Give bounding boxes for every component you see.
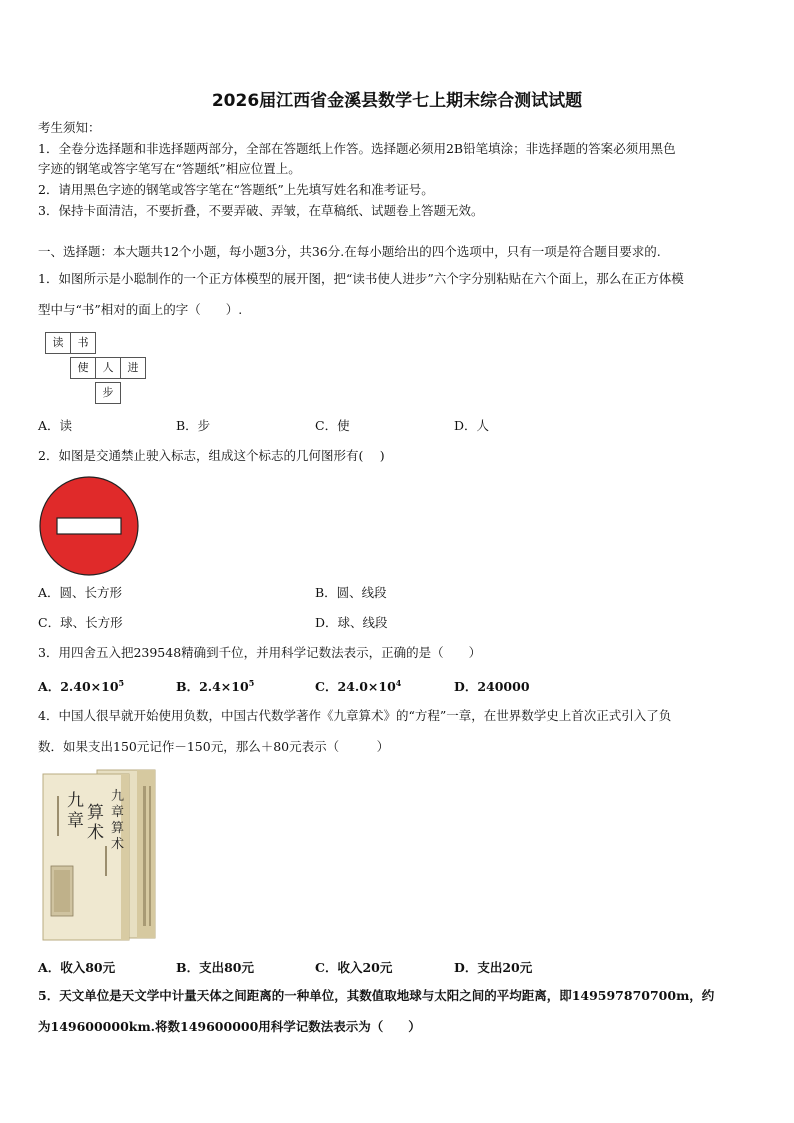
q4-stem-line-2: 数．如果支出150元记作－150元，那么＋80元表示（ ） bbox=[38, 739, 390, 754]
q4-option-d[interactable]: D．支出20元 bbox=[454, 960, 533, 975]
book-image bbox=[37, 766, 161, 944]
net-cell-bu: 步 bbox=[95, 382, 121, 404]
no-entry-bar bbox=[57, 518, 121, 534]
q3-option-a-exp: 5 bbox=[118, 677, 125, 688]
net-cell-du: 读 bbox=[45, 332, 71, 354]
q5-stem-line-1: 5．天文单位是天文学中计量天体之间距离的一种单位，其数值取地球与太阳之间的平均距离，即149597870700m，约 bbox=[38, 988, 715, 1003]
q3-option-c[interactable] bbox=[315, 677, 401, 695]
q3-option-a-label: A．2.40×10 bbox=[38, 679, 119, 694]
book-back-title-char-3: 算 bbox=[111, 821, 125, 836]
page-title: 2026届江西省金溪县数学七上期末综合测试试题 bbox=[211, 91, 583, 111]
q5-stem-line-2: 为149600000km.将数149600000用科学记数法表示为（ ） bbox=[38, 1019, 421, 1034]
section-heading: 一、选择题：本大题共12个小题，每小题3分，共36分.在每小题给出的四个选项中，只有一项是符合题目要求的. bbox=[38, 244, 661, 259]
q4-option-c[interactable]: C．收入20元 bbox=[315, 960, 393, 975]
notice-item-3: 3．保持卡面清洁，不要折叠，不要弄破、弄皱，在草稿纸、试题卷上答题无效。 bbox=[38, 203, 484, 218]
q1-option-b[interactable]: B．步 bbox=[176, 418, 211, 433]
book-title-char-4: 术 bbox=[87, 823, 104, 843]
no-entry-sign-figure bbox=[37, 474, 141, 578]
q1-stem-line-2: 型中与“书”相对的面上的字（ ）. bbox=[38, 302, 243, 317]
net-cell-shi: 使 bbox=[70, 357, 96, 379]
net-cell-shu: 书 bbox=[70, 332, 96, 354]
q4-option-a[interactable]: A．收入80元 bbox=[38, 960, 116, 975]
q2-option-c[interactable]: C．球、长方形 bbox=[38, 615, 123, 630]
net-cell-jin: 进 bbox=[120, 357, 146, 379]
notice-item-1-line-1: 1．全卷分选择题和非选择题两部分，全部在答题纸上作答。选择题必须用2B铅笔填涂；非选择题的答案必须用黑色 bbox=[38, 141, 676, 156]
book-title-char-2: 章 bbox=[67, 811, 84, 831]
q3-option-b-label: B．2.4×10 bbox=[176, 679, 249, 694]
q3-option-d[interactable]: D．240000 bbox=[454, 679, 530, 694]
net-cell-ren: 人 bbox=[95, 357, 121, 379]
notice-item-1-line-2: 字迹的钢笔或答字笔写在“答题纸”相应位置上。 bbox=[38, 161, 301, 176]
q3-option-c-label: C．24.0×10 bbox=[315, 679, 396, 694]
book-back-title-char-1: 九 bbox=[111, 789, 125, 804]
q3-option-a[interactable] bbox=[38, 677, 124, 695]
q3-option-b-exp: 5 bbox=[248, 677, 255, 688]
q1-option-a[interactable]: A．读 bbox=[38, 418, 73, 433]
notice-header: 考生须知： bbox=[38, 120, 101, 135]
q3-stem: 3．用四舍五入把239548精确到千位，并用科学记数法表示，正确的是（ ） bbox=[38, 645, 482, 660]
q2-option-d[interactable]: D．球、线段 bbox=[315, 615, 388, 630]
book-back-title-char-4: 术 bbox=[111, 837, 125, 852]
q4-option-b[interactable]: B．支出80元 bbox=[176, 960, 254, 975]
q1-stem-line-1: 1．如图所示是小聪制作的一个正方体模型的展开图，把“读书使人进步”六个字分别粘贴在六个面上，那么在正方体模 bbox=[38, 271, 684, 286]
book-title-char-1: 九 bbox=[67, 791, 84, 811]
q4-stem-line-1: 4．中国人很早就开始使用负数，中国古代数学著作《九章算术》的“方程”一章，在世界数学史上首次正式引入了负 bbox=[38, 708, 672, 723]
q2-option-b[interactable]: B．圆、线段 bbox=[315, 585, 387, 600]
q3-option-b[interactable] bbox=[176, 677, 254, 695]
book-title-char-3: 算 bbox=[87, 803, 104, 823]
q1-option-d[interactable]: D．人 bbox=[454, 418, 490, 433]
q2-option-a[interactable]: A．圆、长方形 bbox=[38, 585, 123, 600]
notice-item-2: 2．请用黑色字迹的钢笔或答字笔在“答题纸”上先填写姓名和准考证号。 bbox=[38, 182, 434, 197]
q3-option-c-exp: 4 bbox=[395, 677, 402, 688]
q1-option-c[interactable]: C．使 bbox=[315, 418, 350, 433]
q2-stem: 2．如图是交通禁止驶入标志，组成这个标志的几何图形有( ) bbox=[38, 448, 385, 463]
book-back-title-char-2: 章 bbox=[111, 805, 125, 820]
